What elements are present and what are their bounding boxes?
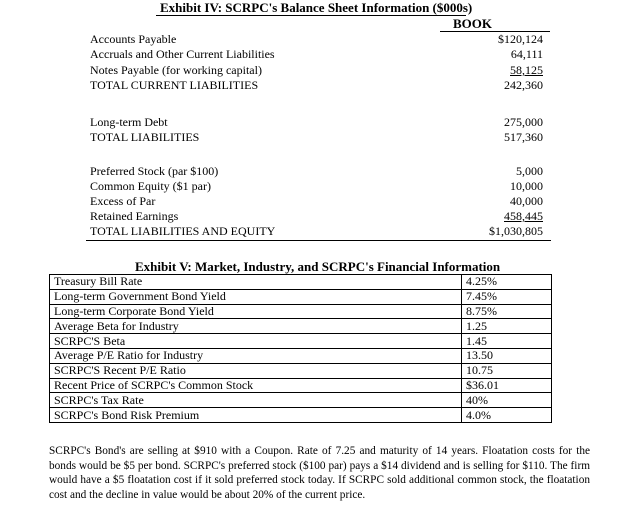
book-column-header: BOOK — [453, 16, 493, 31]
table-row — [50, 348, 552, 363]
table-row — [50, 319, 552, 334]
table-cell-label: SCRPC's Tax Rate — [50, 393, 462, 408]
row-value: 10,000 — [510, 179, 543, 193]
table-row — [50, 363, 552, 378]
table-cell-label: SCRPC'S Recent P/E Ratio — [50, 363, 462, 378]
row-value: 458,445 — [504, 209, 543, 223]
row-label: Preferred Stock (par $100) — [90, 164, 219, 178]
table-cell-value: 1.45 — [462, 334, 552, 349]
row-label: Excess of Par — [90, 194, 156, 208]
row-label: TOTAL CURRENT LIABILITIES — [90, 78, 259, 92]
table-row — [50, 393, 552, 408]
row-label: Accruals and Other Current Liabilities — [90, 47, 275, 61]
table-row — [50, 289, 552, 304]
table-row — [50, 304, 552, 319]
table-row — [50, 334, 552, 349]
table-cell-value: 8.75% — [462, 304, 552, 319]
table-cell-value: 13.50 — [462, 348, 552, 363]
row-value: $120,124 — [498, 32, 543, 46]
exhibit-iv-title: Exhibit IV: SCRPC's Balance Sheet Information ($000s) — [160, 0, 473, 15]
table-cell-value: 4.0% — [462, 408, 552, 423]
row-label: Notes Payable (for working capital) — [90, 63, 262, 77]
row-value: 242,360 — [504, 78, 543, 92]
table-row — [50, 275, 552, 290]
exhibit-v-table — [49, 274, 552, 423]
table-cell-label: Long-term Corporate Bond Yield — [50, 304, 462, 319]
row-label: Accounts Payable — [90, 32, 177, 46]
table-cell-label: Average Beta for Industry — [50, 319, 462, 334]
row-value: 40,000 — [510, 194, 543, 208]
table-cell-label: Long-term Government Bond Yield — [50, 289, 462, 304]
table-cell-label: Recent Price of SCRPC's Common Stock — [50, 378, 462, 393]
row-label: TOTAL LIABILITIES AND EQUITY — [90, 224, 276, 238]
table-cell-value: 4.25% — [462, 275, 552, 290]
table-cell-value: 40% — [462, 393, 552, 408]
row-label: Retained Earnings — [90, 209, 179, 223]
bond-note-paragraph: SCRPC's Bond's are selling at $910 with a Coupon. Rate of 7.25 and maturity of 14 years. Floatation costs for the bonds would be $5 per bond. SCRPC's preferred stock ($100 par) pays a $14 dividend and is selling for $110. The firm would have a $5 floatation cost if it sold preferred stock today. If SCRPC sold additional common stock, the floatation cost and the decline in value would be about 20% of the current price. — [49, 445, 590, 501]
row-value: 517,360 — [504, 130, 543, 144]
table-cell-value: $36.01 — [462, 378, 552, 393]
table-cell-label: SCRPC'S Beta — [50, 334, 462, 349]
table-row — [50, 408, 552, 423]
table-cell-value: 10.75 — [462, 363, 552, 378]
row-value: 275,000 — [504, 115, 543, 129]
row-value: 58,125 — [510, 63, 543, 77]
table-cell-value: 1.25 — [462, 319, 552, 334]
row-label: Long-term Debt — [90, 115, 168, 129]
table-cell-value: 7.45% — [462, 289, 552, 304]
total-rule — [86, 240, 551, 241]
row-value: $1,030,805 — [489, 224, 543, 238]
table-cell-label: Average P/E Ratio for Industry — [50, 348, 462, 363]
table-cell-label: Treasury Bill Rate — [50, 275, 462, 290]
row-value: 5,000 — [516, 164, 543, 178]
row-label: Common Equity ($1 par) — [90, 179, 211, 193]
table-row — [50, 378, 552, 393]
title-underline — [156, 15, 466, 16]
exhibit-v-title: Exhibit V: Market, Industry, and SCRPC's Financial Information — [135, 259, 501, 274]
table-cell-label: SCRPC's Bond Risk Premium — [50, 408, 462, 423]
row-label: TOTAL LIABILITIES — [90, 130, 200, 144]
row-value: 64,111 — [510, 47, 543, 61]
